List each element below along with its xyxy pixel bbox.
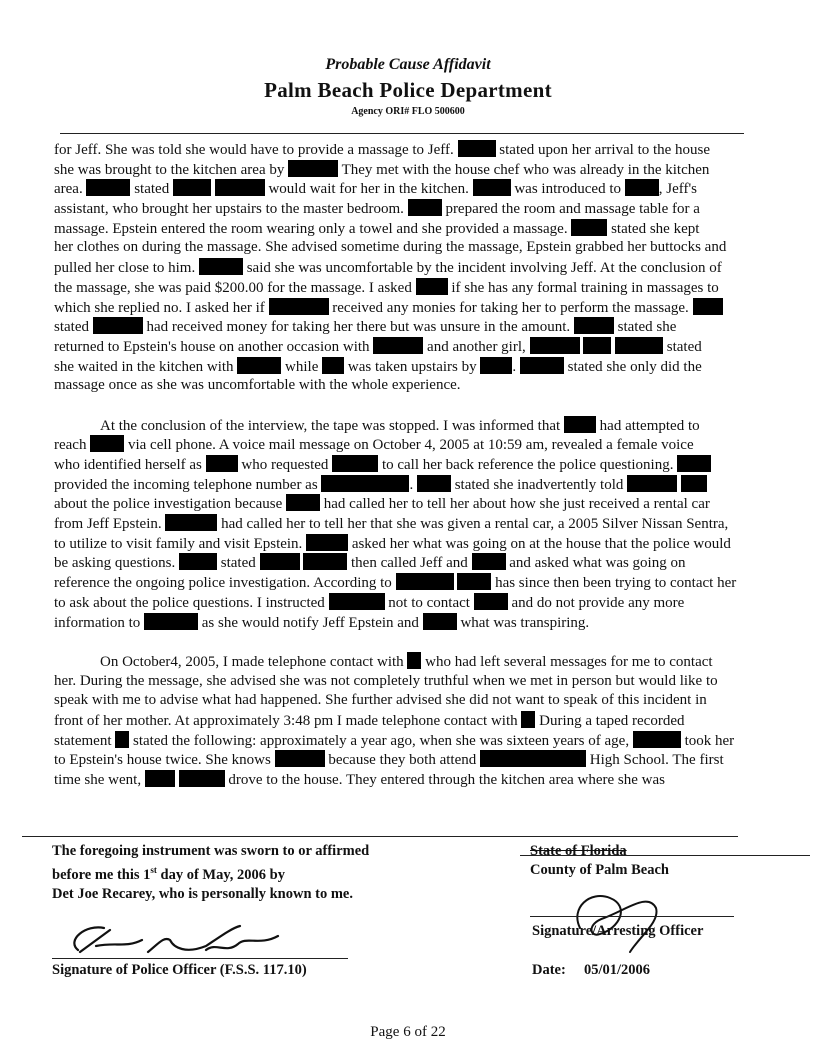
text-segment: who identified herself as <box>54 457 206 473</box>
text-segment: During a taped recorded <box>535 712 685 729</box>
text-segment: stated <box>54 319 93 336</box>
text-segment: area. <box>54 181 87 198</box>
affidavit-body <box>54 140 794 790</box>
text-line <box>54 593 794 613</box>
text-line <box>54 219 794 239</box>
redaction-block <box>86 179 130 196</box>
text-segment: reach <box>54 437 91 454</box>
text-segment: . <box>512 358 520 375</box>
redaction-block <box>574 317 614 334</box>
text-line <box>54 652 794 672</box>
redaction-block <box>627 475 677 492</box>
redaction-block <box>237 357 281 374</box>
jurisdiction <box>530 842 669 880</box>
redaction-block <box>329 593 385 610</box>
department-name: Palm Beach Police Department <box>264 78 552 102</box>
redaction-block <box>286 494 320 511</box>
redaction-block <box>144 613 198 630</box>
text-line <box>54 770 794 790</box>
redaction-block <box>458 140 496 157</box>
text-line <box>54 613 794 633</box>
text-segment: if she has any formal training in massages to <box>447 279 719 296</box>
redaction-block <box>179 553 217 570</box>
text-segment: from Jeff Epstein. <box>54 516 166 533</box>
redaction-block <box>693 298 723 315</box>
paragraph-1 <box>54 140 794 396</box>
redaction-block <box>215 179 265 196</box>
text-segment: stated she kept <box>607 220 700 237</box>
text-segment: and asked what was going on <box>505 555 686 572</box>
text-segment: provided the incoming telephone number as <box>54 476 322 493</box>
text-segment: while <box>281 358 323 375</box>
text-line <box>54 337 794 357</box>
text-segment: massage once as she was uncomfortable with the whole experience. <box>54 377 461 394</box>
text-segment: returned to Epstein's house on another occasion with <box>54 338 374 355</box>
paragraph-gap <box>54 396 794 416</box>
redaction-block <box>179 770 225 787</box>
text-segment: stated she <box>613 319 677 336</box>
text-segment: because they both attend <box>324 752 480 769</box>
text-line <box>54 258 794 278</box>
paragraph-2 <box>54 416 794 633</box>
redaction-block <box>625 179 659 196</box>
redaction-block <box>165 514 217 531</box>
redaction-block <box>408 199 442 216</box>
redaction-block <box>306 534 348 551</box>
redaction-block <box>288 160 338 177</box>
text-line <box>54 750 794 770</box>
text-segment: received any monies for taking her to perform the massage. <box>328 299 693 316</box>
text-line <box>54 140 794 160</box>
text-segment: At the conclusion of the interview, the tape was stopped. I was informed that <box>100 417 564 434</box>
text-segment: has since then been trying to contact her <box>491 575 737 592</box>
text-segment: then called Jeff and <box>347 555 472 572</box>
redaction-block <box>416 278 448 295</box>
redaction-block <box>677 455 711 472</box>
text-segment: who requested <box>237 457 333 473</box>
date-label: Date: <box>532 962 566 978</box>
text-line <box>54 160 794 180</box>
arresting-officer-caption: Signature/Arresting Officer <box>532 923 704 939</box>
signature-line-right <box>530 916 734 917</box>
text-line <box>54 514 794 534</box>
oath-line-1: The foregoing instrument was sworn to or affirmed <box>52 843 370 859</box>
text-segment: the massage, she was paid $200.00 for the massage. I asked <box>54 279 416 296</box>
redaction-block <box>417 475 451 492</box>
text-segment: what was transpiring. <box>456 614 590 631</box>
oath-statement <box>52 842 369 904</box>
text-segment: and do not provide any more <box>507 594 685 611</box>
text-segment: would wait for her in the kitchen. <box>264 181 473 198</box>
text-line <box>54 475 794 495</box>
text-line <box>54 455 794 475</box>
date-value: 05/01/2006 <box>584 962 651 978</box>
redaction-block <box>275 750 325 767</box>
redaction-block <box>321 475 409 492</box>
redaction-block <box>480 357 512 374</box>
text-segment: stated <box>217 555 260 572</box>
text-segment: for Jeff. She was told she would have to provide a massage to Jeff. <box>54 142 458 158</box>
text-segment: said she was uncomfortable by the incident involving Jeff. At the conclusion of <box>242 260 722 277</box>
text-line <box>54 573 794 593</box>
redaction-block <box>633 731 681 748</box>
text-line <box>54 278 794 298</box>
text-segment: her clothes on during the massage. She advised sometime during the massage, Epstein grabbed her buttocks and <box>54 239 727 256</box>
redaction-block <box>681 475 707 492</box>
text-segment: was taken upstairs by <box>344 358 481 375</box>
paragraph-3 <box>54 652 794 790</box>
text-line <box>54 199 794 219</box>
text-segment: to Epstein's house twice. She knows <box>54 752 275 769</box>
text-segment: High School. The first <box>585 752 724 769</box>
redaction-block <box>615 337 663 354</box>
document-type: Probable Cause Affidavit <box>325 56 491 73</box>
text-line <box>54 553 794 573</box>
state-name: State of Florida <box>530 843 627 859</box>
text-segment: massage. Epstein entered the room wearing only a towel and she provided a massage. <box>54 220 572 237</box>
redaction-block <box>173 179 211 196</box>
text-segment: pulled her close to him. <box>54 260 199 277</box>
text-segment: prepared the room and massage table for a <box>441 201 700 218</box>
redaction-block <box>373 337 423 354</box>
text-segment: had called her to tell her that she was given a rental car, a 2005 Silver Nissan Sentra, <box>217 516 729 533</box>
text-line <box>54 435 794 455</box>
redaction-block <box>303 553 347 570</box>
text-segment: had called her to tell her about how she just received a rental car <box>320 496 710 513</box>
header-rule <box>60 133 744 134</box>
redaction-block <box>115 731 129 748</box>
redaction-block <box>474 593 508 610</box>
text-line <box>54 711 794 731</box>
text-segment: her. During the message, she advised she was not completely truthful when we met in person but would like to <box>54 672 718 689</box>
text-segment: assistant, who brought her upstairs to the master bedroom. <box>54 201 408 218</box>
redaction-block <box>423 613 457 630</box>
text-segment: was introduced to <box>510 181 625 198</box>
redaction-block <box>322 357 344 374</box>
text-segment: not to contact <box>384 594 474 611</box>
redaction-block <box>583 337 611 354</box>
redaction-block <box>472 553 506 570</box>
redaction-block <box>564 416 596 433</box>
page-number: Page 6 of 22 <box>370 1024 446 1040</box>
text-segment: to utilize to visit family and visit Epstein. <box>54 535 307 552</box>
text-segment: stated <box>130 181 173 198</box>
text-segment: who had left several messages for me to contact <box>421 653 713 670</box>
text-segment: about the police investigation because <box>54 496 287 513</box>
text-segment: stated <box>663 338 702 355</box>
text-segment: had attempted to <box>595 417 700 434</box>
text-line <box>54 494 794 514</box>
redaction-block <box>457 573 491 590</box>
text-segment: to call her back reference the police questioning. <box>378 457 678 473</box>
text-segment: asked her what was going on at the house that the police would <box>348 535 731 552</box>
redaction-block <box>530 337 580 354</box>
text-segment: reference the ongoing police investigation. According to <box>54 575 396 592</box>
redaction-block <box>260 553 300 570</box>
text-segment: stated she inadvertently told <box>450 476 628 493</box>
oath-line-3: Det Joe Recarey, who is personally known to me. <box>52 885 353 902</box>
text-line <box>54 534 794 554</box>
redaction-block <box>407 652 421 669</box>
text-segment: as she would notify Jeff Epstein and <box>198 614 423 631</box>
paragraph-gap <box>54 632 794 652</box>
text-segment: via cell phone. A voice mail message on October 4, 2005 at 10:59 am, revealed a female voice <box>124 437 694 454</box>
text-segment: be asking questions. <box>54 555 179 572</box>
redaction-block <box>473 179 511 196</box>
redaction-block <box>396 573 454 590</box>
text-line <box>54 298 794 318</box>
text-segment: , Jeff's <box>658 181 697 198</box>
text-segment: stated she only did the <box>563 358 702 375</box>
redaction-block <box>145 770 175 787</box>
text-line <box>54 179 794 199</box>
text-line <box>54 376 794 396</box>
text-segment: she waited in the kitchen with <box>54 358 238 375</box>
redaction-block <box>480 750 586 767</box>
text-line <box>54 357 794 377</box>
redaction-block <box>199 258 243 275</box>
text-line <box>54 731 794 751</box>
signature-line-left <box>52 958 348 959</box>
text-line <box>54 416 794 436</box>
redaction-block <box>521 711 535 728</box>
footer-rule <box>22 836 738 837</box>
text-segment: They met with the house chef who was already in the kitchen <box>338 161 710 178</box>
redaction-block <box>269 298 329 315</box>
text-segment: front of her mother. At approximately 3:48 pm I made telephone contact with <box>54 712 522 729</box>
text-segment: took her <box>680 732 735 749</box>
redaction-block <box>90 435 124 452</box>
text-segment: had received money for taking her there but was unsure in the amount. <box>142 319 574 336</box>
text-segment: which she replied no. I asked her if <box>54 299 269 316</box>
redaction-block <box>332 455 378 472</box>
text-segment: and another girl, <box>423 338 530 355</box>
text-segment: stated the following: approximately a year ago, when she was sixteen years of age, <box>129 732 633 749</box>
text-segment: she was brought to the kitchen area by <box>54 161 289 178</box>
text-segment: statement <box>54 732 116 749</box>
officer-signature-caption: Signature of Police Officer (F.S.S. 117.10) <box>52 962 307 978</box>
text-line <box>54 691 794 711</box>
text-segment: information to <box>54 614 144 631</box>
county-name: County of Palm Beach <box>530 862 669 878</box>
agency-ori: Agency ORI# FLO 500600 <box>351 106 465 117</box>
text-segment: . <box>409 476 417 493</box>
text-segment: speak with me to advise what had happened. She further advised she did not want to speak of this incident in <box>54 692 707 709</box>
text-segment: to ask about the police questions. I instructed <box>54 594 329 611</box>
text-segment: drove to the house. They entered through the kitchen area where she was <box>224 772 665 788</box>
redaction-block <box>93 317 143 334</box>
redaction-block <box>206 455 238 472</box>
redaction-block <box>520 357 564 374</box>
text-segment: stated upon her arrival to the house <box>495 142 711 158</box>
redaction-block <box>571 219 607 236</box>
text-segment: On October4, 2005, I made telephone contact with <box>100 653 408 670</box>
text-line <box>54 317 794 337</box>
text-line <box>54 238 794 258</box>
oath-line-2: before me this 1st day of May, 2006 by <box>52 865 285 883</box>
text-line <box>54 672 794 692</box>
text-segment: time she went, <box>54 772 145 788</box>
